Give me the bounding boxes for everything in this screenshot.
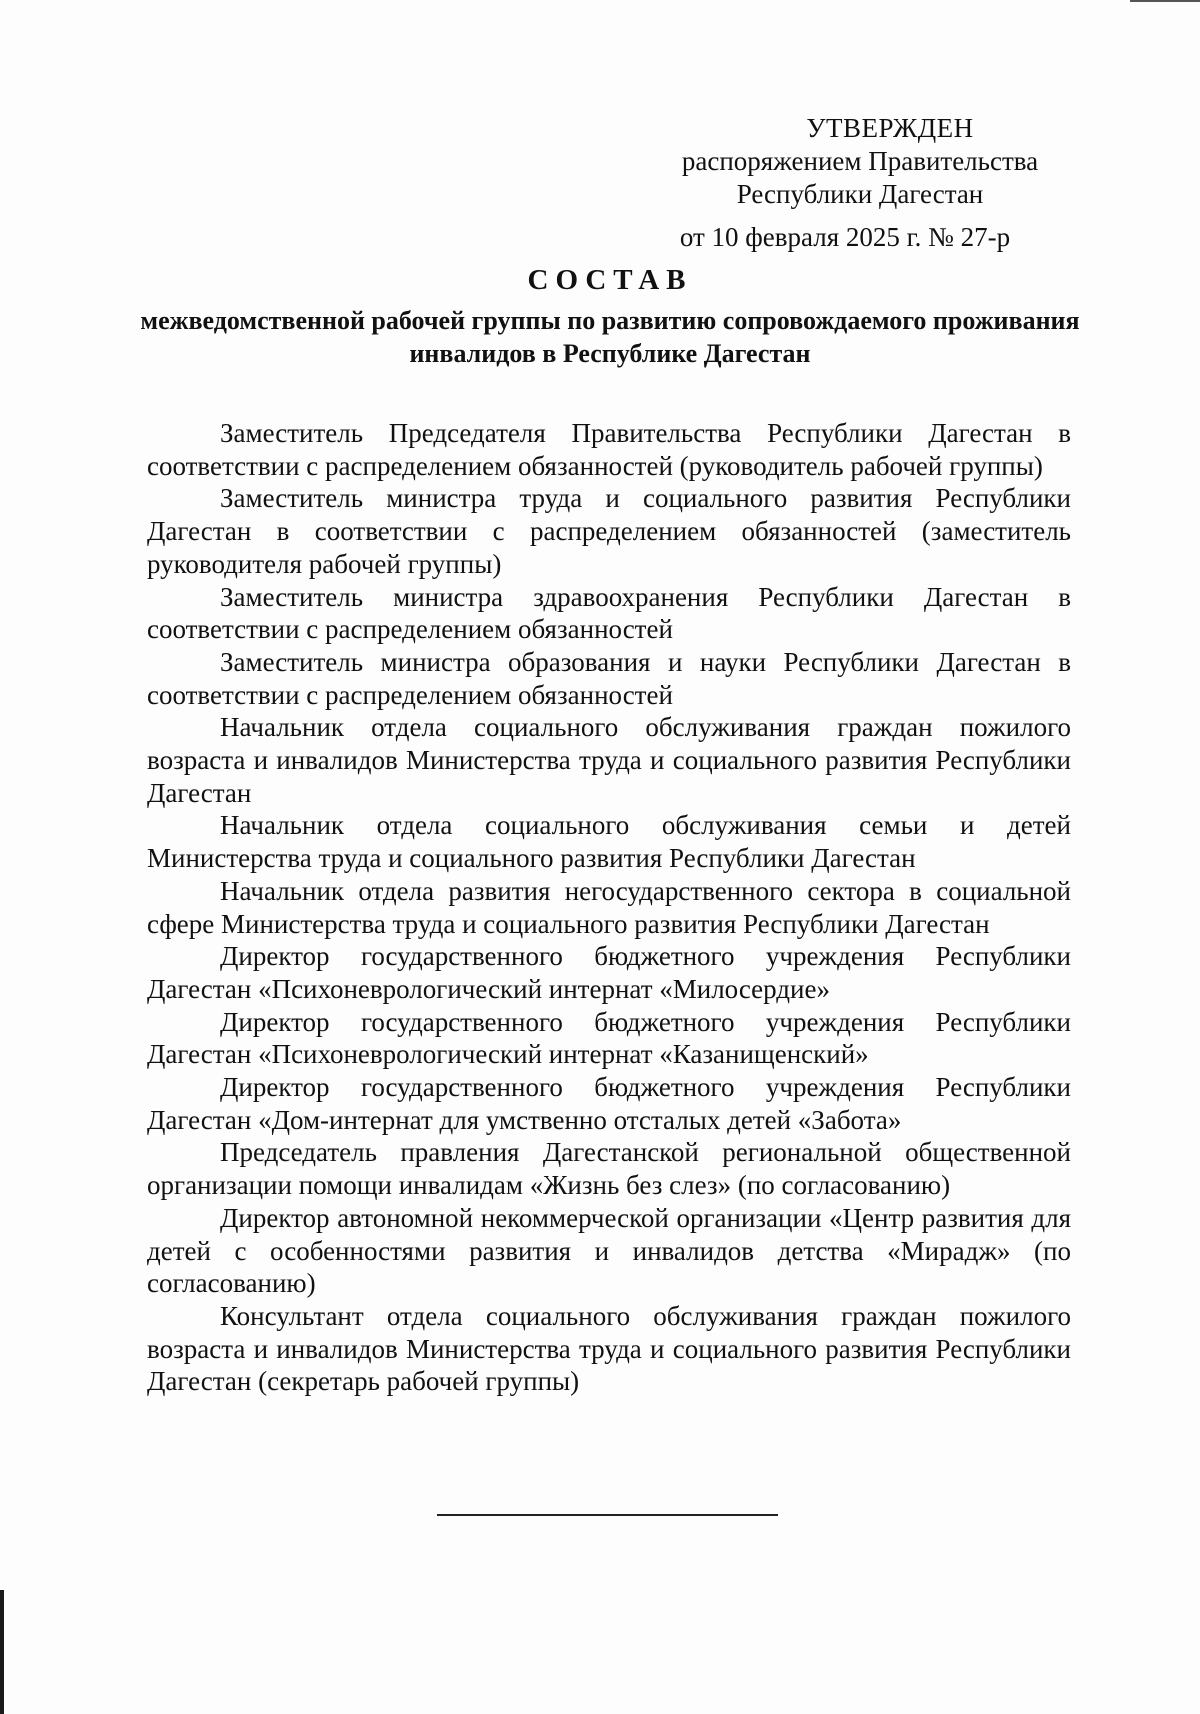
member-item: Консультант отдела социального обслуживания граждан пожилого возраста и инвалидов Министерства труда и социального развития Республики Дагестан (секретарь рабочей группы) [147, 1300, 1071, 1397]
member-item: Начальник отдела развития негосударственного сектора в социальной сфере Министерства труда и социального развития Республики Дагестан [147, 875, 1071, 939]
member-item: Заместитель Председателя Правительства Республики Дагестан в соответствии с распределением обязанностей (руководитель рабочей группы) [147, 418, 1071, 481]
approval-line-2: Республики Дагестан [736, 179, 984, 209]
document-title [140, 262, 1080, 370]
title-subtitle: межведомственной рабочей группы по развитию сопровождаемого проживания инвалидов в Республике Дагестан [140, 306, 1080, 368]
approval-heading: УТВЕРЖДЕН [806, 113, 974, 143]
member-item: Директор автономной некоммерческой организации «Центр развития для детей с особенностями развития и инвалидов детства «Мирадж» (по согласованию) [147, 1202, 1071, 1299]
member-item: Начальник отдела социального обслуживания граждан пожилого возраста и инвалидов Министерства труда и социального развития Республики Дагестан [147, 712, 1071, 808]
approval-date: от 10 февраля 2025 г. № 27-р [679, 222, 1011, 252]
member-item: Начальник отдела социального обслуживания семьи и детей Министерства труда и социального развития Республики Дагестан [147, 810, 1071, 874]
member-item: Директор государственного бюджетного учреждения Республики Дагестан «Психоневрологический интернат «Милосердие» [147, 941, 1071, 1004]
approval-line-1: распоряжением Правительства [681, 146, 1039, 176]
end-rule-divider [437, 1514, 778, 1516]
member-item: Директор государственного бюджетного учреждения Республики Дагестан «Психоневрологический интернат «Казанищенский» [147, 1006, 1071, 1070]
scan-artifact-edge [0, 1590, 4, 1714]
member-item: Директор государственного бюджетного учреждения Республики Дагестан «Дом-интернат для умственно отсталых детей «Забота» [147, 1072, 1071, 1135]
member-item: Заместитель министра труда и социального развития Республики Дагестан в соответствии с распределением обязанностей (заместитель руководителя рабочей группы) [147, 483, 1071, 579]
member-item: Заместитель министра образования и науки Республики Дагестан в соответствии с распределением обязанностей [147, 646, 1071, 710]
member-list [147, 417, 1071, 1398]
scan-artifact-top [1130, 0, 1200, 2]
approval-stamp [640, 112, 1080, 254]
member-item: Заместитель министра здравоохранения Республики Дагестан в соответствии с распределением обязанностей [147, 581, 1071, 645]
member-item: Председатель правления Дагестанской региональной общественной организации помощи инвалидам «Жизнь без слез» (по согласованию) [147, 1137, 1071, 1201]
title-main: СОСТАВ [527, 264, 693, 296]
